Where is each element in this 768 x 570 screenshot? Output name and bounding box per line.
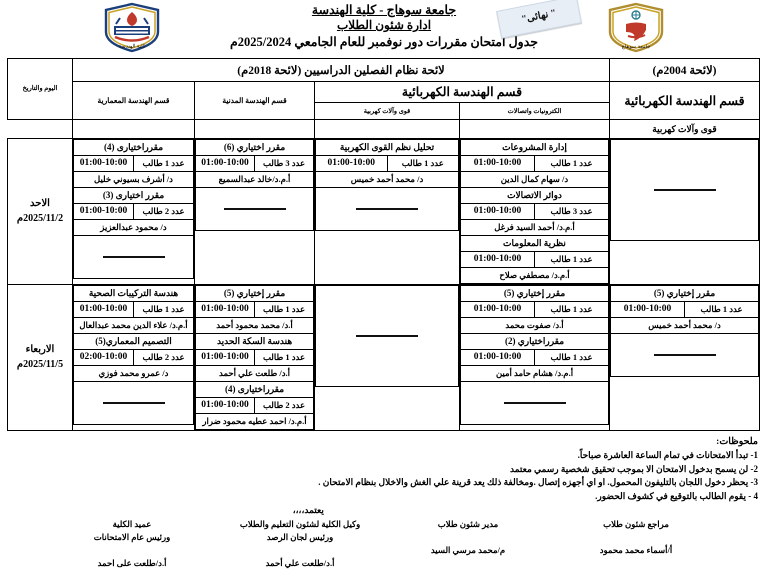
- day-name: الاربعاء: [25, 344, 55, 355]
- course-professor-row: [73, 220, 193, 236]
- professor-name: د/ محمود عبدالعزيز: [73, 220, 193, 236]
- notes-title: ملحوظات:: [716, 437, 758, 447]
- signature-entry: [216, 518, 384, 569]
- cell-power-2018: [315, 285, 460, 431]
- signature-role: وكيل الكلية لشئون التعليم والطلاب: [239, 519, 361, 530]
- course-title: مقرر اختيارى (3): [73, 188, 193, 204]
- sticky-note-text: " نهائى": [520, 7, 558, 26]
- svg-text:جامعة سوهاج: جامعة سوهاج: [621, 44, 651, 50]
- course-professor-row: [196, 366, 314, 382]
- course-title-row: [461, 334, 609, 350]
- course-title-row: [73, 188, 193, 204]
- course-time: 01:00-10:00: [73, 156, 133, 172]
- course-title: نظرية المعلومات: [461, 236, 609, 252]
- signature-name: أ.د/طلعت على احمد: [97, 557, 167, 568]
- cell-architecture: [72, 139, 194, 285]
- professor-name: د/ محمد أحمد خميس: [611, 318, 759, 334]
- header-dept-architecture: قسم الهندسة المعمارية: [72, 82, 194, 120]
- course-title-row: [196, 382, 314, 398]
- svg-text:كلية الهندسة: كلية الهندسة: [118, 43, 146, 50]
- professor-name: د/ عمرو محمد فوزي: [73, 366, 193, 382]
- course-time: 01:00-10:00: [196, 398, 255, 414]
- professor-name: أ.م.د/ مصطفي صلاح: [461, 268, 609, 284]
- exam-schedule-table: [7, 58, 760, 431]
- cell-electronics: [460, 285, 610, 431]
- signature-name: م/محمد مرسي السيد: [430, 545, 506, 555]
- student-count: عدد 3 طالب: [255, 156, 314, 172]
- course-time: 01:00-10:00: [196, 302, 255, 318]
- empty-slot-dash: [316, 188, 459, 231]
- note-item-3: 3- يحظر دخول اللجان بالتليفون المحمول. او اي أجهزه إتصال .ومخالفة ذلك يعد قرينة علي الغش والاخلال بنظام الامتحان .: [318, 477, 758, 488]
- exam-date: 2025/11/5م: [16, 358, 64, 370]
- course-title: إدارة المشروعات: [461, 140, 609, 156]
- course-professor-row: [316, 172, 459, 188]
- exam-date: 2025/11/2م: [16, 212, 64, 224]
- course-professor-row: [73, 318, 193, 334]
- empty-slot-dash: [316, 286, 459, 387]
- course-title: مقرراختياري (2): [461, 334, 609, 350]
- course-time: 01:00-10:00: [461, 350, 535, 366]
- notes-section: [8, 435, 760, 503]
- professor-name: أ.م.د/خالد عبدالسميع: [196, 172, 314, 188]
- professor-name: د/ محمد أحمد خميس: [316, 172, 459, 188]
- course-title: مقرراختيارى (4): [73, 140, 193, 156]
- course-professor-row: [461, 318, 609, 334]
- professor-name: أ.م.د/ أحمد السيد فرغل: [461, 220, 609, 236]
- signature-entry: [552, 518, 720, 569]
- table-row: [7, 285, 759, 431]
- student-count: عدد 1 طالب: [535, 350, 609, 366]
- signature-name: أ.د/طلعت علي أحمد: [265, 557, 335, 568]
- student-count: عدد 2 طالب: [134, 204, 194, 220]
- signature-role-secondary: ورئيس لجان الرصد: [266, 532, 334, 542]
- course-professor-row: [461, 268, 609, 284]
- sohag-university-logo: [604, 2, 668, 54]
- table-row: [7, 139, 759, 285]
- course-title: مقرر إختياري (5): [611, 286, 759, 302]
- header-dept-electrical-2018: قسم الهندسة الكهربائية: [315, 82, 610, 103]
- page-title: جدول امتحان مقررات دور نوفمبر للعام الجامعي 2025/2024م: [230, 35, 538, 50]
- course-time-row: [611, 302, 759, 318]
- course-title: مقرراختيارى (4): [196, 382, 314, 398]
- course-time: 01:00-10:00: [461, 302, 535, 318]
- day-and-date-cell: [7, 285, 72, 431]
- student-count: عدد 1 طالب: [255, 302, 314, 318]
- course-time: 01:00-10:00: [196, 156, 255, 172]
- course-professor-row: [196, 414, 314, 430]
- signature-role-secondary: ورئيس عام الامتحانات: [93, 532, 171, 542]
- signature-role: عميد الكلية: [112, 519, 152, 530]
- course-time-row: [73, 302, 193, 318]
- empty-slot-dash: [611, 334, 759, 377]
- course-time: 01:00-10:00: [73, 302, 133, 318]
- professor-name: د/ أشرف بسيوني خليل: [73, 172, 193, 188]
- document-header: [8, 0, 760, 58]
- student-count: عدد 2 طالب: [134, 350, 194, 366]
- empty-slot-row: [316, 188, 459, 231]
- course-title: مقرر اختياري (6): [196, 140, 314, 156]
- course-title: تحليل نظم القوى الكهربية: [316, 140, 459, 156]
- course-time: 02:00-10:00: [73, 350, 133, 366]
- course-title-row: [73, 286, 193, 302]
- professor-name: أ.د/ محمد محمود أحمد: [196, 318, 314, 334]
- university-line: جامعة سوهاج - كلية الهندسة: [311, 3, 457, 17]
- course-title: مقرر إختياري (5): [196, 286, 314, 302]
- course-time: 01:00-10:00: [461, 252, 535, 268]
- table-header-row-departments: [7, 82, 759, 103]
- course-title-row: [461, 286, 609, 302]
- course-time-row: [196, 398, 314, 414]
- header-day-and-date: اليوم والتاريخ: [7, 59, 72, 120]
- empty-slot-dash: [73, 382, 193, 425]
- cell-power-2004: [610, 285, 760, 431]
- department-line: ادارة شئون الطلاب: [336, 18, 432, 32]
- course-title: مقرر إختياري (5): [461, 286, 609, 302]
- course-title-row: [611, 286, 759, 302]
- course-time-row: [461, 350, 609, 366]
- header-sub-power-2004: قوى وآلات كهربية: [610, 120, 760, 139]
- course-time-row: [196, 156, 314, 172]
- note-item-1: 1- تبدأ الامتحانات في تمام الساعة العاشرة صباحاً.: [577, 450, 758, 461]
- course-time-row: [461, 156, 609, 172]
- course-time-row: [73, 156, 193, 172]
- course-time-row: [316, 156, 459, 172]
- empty-slot-row: [73, 382, 193, 425]
- course-title-row: [196, 140, 314, 156]
- student-count: عدد 1 طالب: [255, 350, 314, 366]
- course-title: دوائر الاتصالات: [461, 188, 609, 204]
- note-item-4: 4 - يقوم الطالب بالتوقيع في كشوف الحضور.: [595, 490, 758, 501]
- course-title: هندسة التركيبات الصحية: [73, 286, 193, 302]
- course-professor-row: [611, 318, 759, 334]
- course-time-row: [461, 302, 609, 318]
- cell-civil: [195, 285, 315, 431]
- course-title-row: [461, 188, 609, 204]
- empty-slot-row: [196, 188, 314, 231]
- course-professor-row: [196, 318, 314, 334]
- course-time-row: [461, 204, 609, 220]
- student-count: عدد 1 طالب: [535, 156, 609, 172]
- empty-slot-row: [461, 382, 609, 425]
- student-count: عدد 2 طالب: [255, 398, 314, 414]
- professor-name: د/ سهام كمال الدين: [461, 172, 609, 188]
- exam-schedule-body: [7, 139, 759, 431]
- department-course-stack: [195, 139, 314, 231]
- student-count: عدد 1 طالب: [387, 156, 459, 172]
- cell-power-2018: [315, 139, 460, 285]
- course-time: 01:00-10:00: [316, 156, 388, 172]
- signature-name: أ/أسماء محمد محمود: [599, 545, 673, 555]
- department-course-stack: [315, 285, 459, 387]
- professor-name: أ.د/ طلعت علي أحمد: [196, 366, 314, 382]
- course-title: هندسة السكة الحديد: [196, 334, 314, 350]
- header-lawha-2018: لائحة نظام الفصلين الدراسيين (لائحة 2018م): [72, 59, 609, 82]
- professor-name: أ.د/ صفوت محمد: [461, 318, 609, 334]
- table-header-row-lawha: [7, 59, 759, 82]
- signature-entry: [384, 518, 552, 569]
- signature-role: مراجع شئون طلاب: [603, 519, 669, 530]
- day-and-date-cell: [7, 139, 72, 285]
- department-course-stack: [460, 285, 609, 425]
- course-time-row: [196, 302, 314, 318]
- header-sub-electronics: الكترونيات واتصالات: [460, 103, 610, 120]
- table-header-row-sub-2004: [7, 120, 759, 139]
- empty-slot-row: [611, 334, 759, 377]
- student-count: عدد 3 طالب: [535, 204, 609, 220]
- header-dept-electrical-2004: قسم الهندسة الكهربائية: [610, 82, 760, 120]
- course-title-row: [196, 334, 314, 350]
- course-title-row: [73, 140, 193, 156]
- department-course-stack: [195, 285, 314, 430]
- professor-name: أ.م.د/ هشام حامد أمين: [461, 366, 609, 382]
- department-course-stack: [610, 139, 759, 241]
- student-count: عدد 1 طالب: [685, 302, 759, 318]
- signature-role: مدير شئون طلاب: [437, 519, 499, 530]
- student-count: عدد 1 طالب: [535, 252, 609, 268]
- empty-slot-dash: [196, 188, 314, 231]
- empty-slot-row: [73, 236, 193, 279]
- header-dept-civil: قسم الهندسة المدنية: [195, 82, 315, 120]
- course-time: 01:00-10:00: [611, 302, 685, 318]
- signature-block: [8, 516, 760, 569]
- course-title-row: [461, 140, 609, 156]
- course-professor-row: [461, 366, 609, 382]
- department-course-stack: [315, 139, 459, 231]
- course-professor-row: [461, 172, 609, 188]
- course-title-row: [461, 236, 609, 252]
- course-title-row: [73, 334, 193, 350]
- empty-slot-dash: [461, 382, 609, 425]
- cell-electronics: [460, 139, 610, 285]
- signature-entry: [48, 518, 216, 569]
- course-professor-row: [73, 172, 193, 188]
- course-professor-row: [73, 366, 193, 382]
- day-name: الاحد: [30, 198, 50, 209]
- course-time: 01:00-10:00: [461, 204, 535, 220]
- course-time-row: [73, 204, 193, 220]
- department-course-stack: [73, 285, 194, 425]
- course-time-row: [73, 350, 193, 366]
- note-item-2: 2- لن يسمح بدخول الامتحان الا بموجب تحقيق شخصية رسمي معتمد: [509, 463, 758, 474]
- header-lawha-2004: (لائحة 2004م): [610, 59, 760, 82]
- course-time-row: [461, 252, 609, 268]
- student-count: عدد 1 طالب: [134, 156, 194, 172]
- cell-architecture: [72, 285, 194, 431]
- student-count: عدد 1 طالب: [535, 302, 609, 318]
- department-course-stack: [460, 139, 609, 284]
- empty-slot-dash: [611, 140, 759, 241]
- course-time: 01:00-10:00: [196, 350, 255, 366]
- course-title-row: [316, 140, 459, 156]
- empty-slot-row: [316, 286, 459, 387]
- student-count: عدد 1 طالب: [134, 302, 194, 318]
- course-title: التصميم المعماري(5): [73, 334, 193, 350]
- course-professor-row: [196, 172, 314, 188]
- course-time: 01:00-10:00: [73, 204, 133, 220]
- professor-name: أ.م.د/ احمد عطيه محمود ضرار: [196, 414, 314, 430]
- department-course-stack: [610, 285, 759, 377]
- cell-power-2004: [610, 139, 760, 285]
- approval-text: يعتمد،،،،: [292, 505, 324, 516]
- course-professor-row: [461, 220, 609, 236]
- department-course-stack: [73, 139, 194, 279]
- empty-slot-row: [611, 140, 759, 241]
- course-time-row: [196, 350, 314, 366]
- empty-slot-dash: [73, 236, 193, 279]
- course-time: 01:00-10:00: [461, 156, 535, 172]
- course-title-row: [196, 286, 314, 302]
- cell-civil: [195, 139, 315, 285]
- header-sub-power-2018: قوى وآلات كهربية: [315, 103, 460, 120]
- professor-name: أ.م.د/ علاء الدين محمد عبدالعال: [73, 318, 193, 334]
